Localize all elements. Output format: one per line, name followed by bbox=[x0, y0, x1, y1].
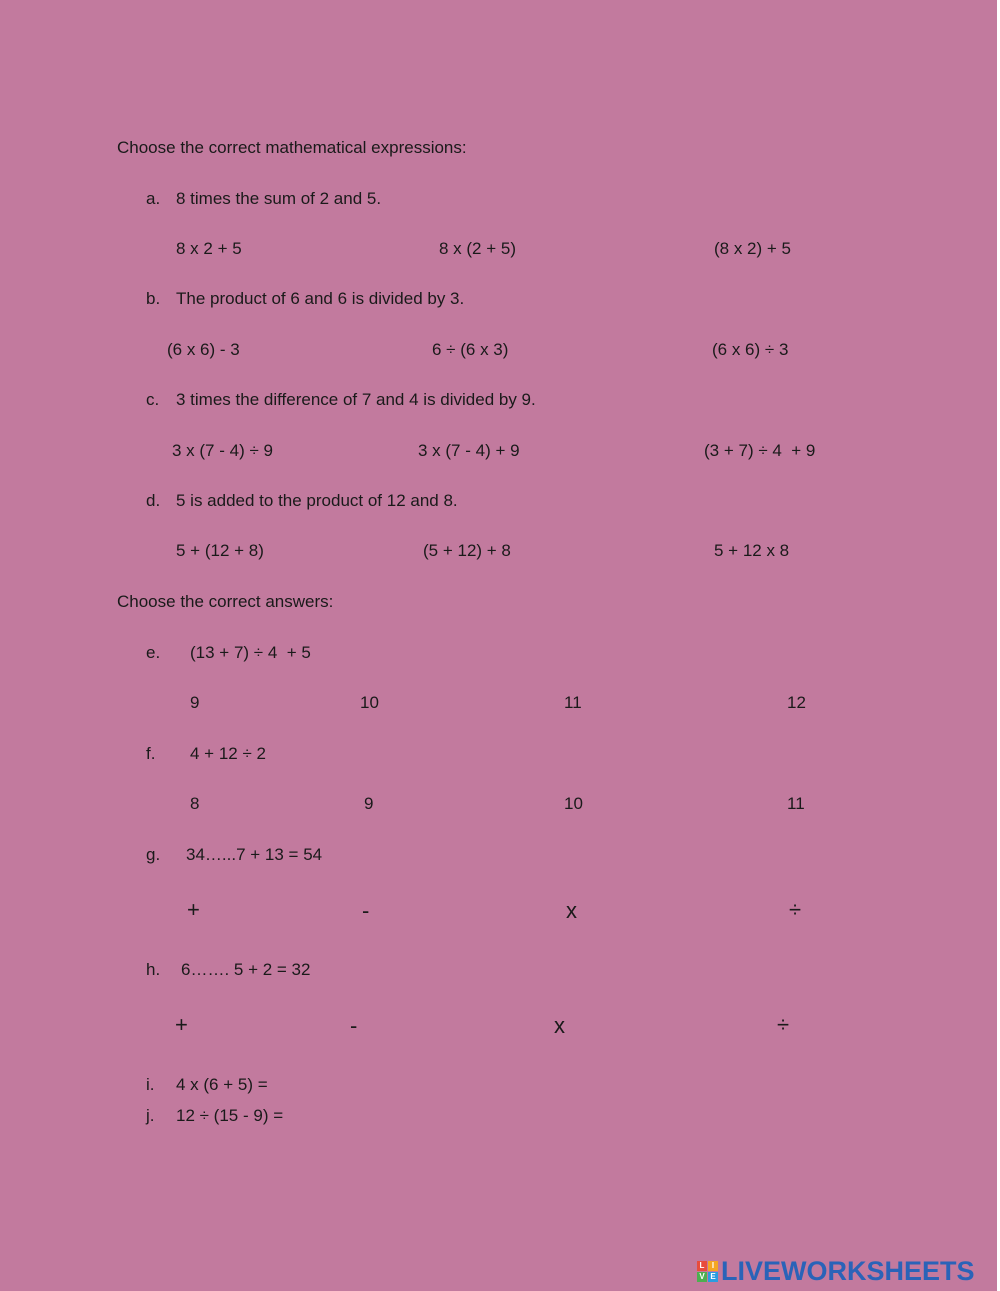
question-e-text: (13 + 7) ÷ 4 + 5 bbox=[190, 643, 311, 662]
question-e-option-4[interactable]: 12 bbox=[787, 693, 806, 712]
liveworksheets-logo-text: LIVEWORKSHEETS bbox=[721, 1256, 975, 1286]
logo-mark-letter: V bbox=[697, 1272, 707, 1282]
question-d-option-3[interactable]: 5 + 12 x 8 bbox=[714, 541, 790, 560]
question-e-letter: e. bbox=[146, 643, 161, 662]
question-a-option-1[interactable]: 8 x 2 + 5 bbox=[176, 239, 242, 258]
question-a-option-3[interactable]: (8 x 2) + 5 bbox=[714, 239, 792, 258]
question-d-option-1[interactable]: 5 + (12 + 8) bbox=[176, 541, 264, 560]
question-c-option-1[interactable]: 3 x (7 - 4) ÷ 9 bbox=[172, 441, 273, 460]
question-f-option-1[interactable]: 8 bbox=[190, 794, 200, 813]
question-d-letter: d. bbox=[146, 491, 161, 510]
question-f-letter: f. bbox=[146, 744, 156, 763]
question-h-letter: h. bbox=[146, 960, 161, 979]
liveworksheets-mark-icon bbox=[697, 1261, 718, 1282]
question-i-letter: i. bbox=[146, 1075, 155, 1094]
section-2-instruction: Choose the correct answers: bbox=[117, 592, 334, 611]
question-a-text: 8 times the sum of 2 and 5. bbox=[176, 189, 382, 208]
logo-mark-letter: L bbox=[697, 1261, 707, 1271]
question-h-option-plus[interactable]: + bbox=[175, 1012, 188, 1037]
question-g-option-plus[interactable]: + bbox=[187, 897, 200, 922]
question-b-letter: b. bbox=[146, 289, 161, 308]
question-j-text[interactable]: 12 ÷ (15 - 9) = bbox=[176, 1106, 284, 1125]
liveworksheets-logo bbox=[697, 1256, 975, 1286]
question-j-letter: j. bbox=[146, 1106, 155, 1125]
logo-mark-letter: E bbox=[708, 1272, 718, 1282]
question-f-option-4[interactable]: 11 bbox=[787, 794, 805, 813]
question-e-option-2[interactable]: 10 bbox=[360, 693, 379, 712]
question-c-option-2[interactable]: 3 x (7 - 4) + 9 bbox=[418, 441, 520, 460]
question-f-option-3[interactable]: 10 bbox=[564, 794, 583, 813]
question-c-letter: c. bbox=[146, 390, 160, 409]
question-e-option-1[interactable]: 9 bbox=[190, 693, 200, 712]
question-b-option-1[interactable]: (6 x 6) - 3 bbox=[167, 340, 240, 359]
question-i-text[interactable]: 4 x (6 + 5) = bbox=[176, 1075, 268, 1094]
question-h-text: 6……. 5 + 2 = 32 bbox=[181, 960, 311, 979]
section-1-instruction: Choose the correct mathematical expressions: bbox=[117, 138, 467, 157]
question-d-option-2[interactable]: (5 + 12) + 8 bbox=[423, 541, 511, 560]
question-c-text: 3 times the difference of 7 and 4 is divided by 9. bbox=[176, 390, 536, 409]
question-e-option-3[interactable]: 11 bbox=[564, 693, 582, 712]
question-a-option-2[interactable]: 8 x (2 + 5) bbox=[439, 239, 517, 258]
question-h-option-minus[interactable]: - bbox=[350, 1013, 358, 1038]
question-h-option-divide[interactable]: ÷ bbox=[777, 1012, 790, 1037]
question-g-option-times[interactable]: x bbox=[566, 898, 577, 923]
question-f-option-2[interactable]: 9 bbox=[364, 794, 374, 813]
question-b-option-3[interactable]: (6 x 6) ÷ 3 bbox=[712, 340, 789, 359]
question-a-letter: a. bbox=[146, 189, 161, 208]
question-g-text: 34…...7 + 13 = 54 bbox=[186, 845, 323, 864]
question-b-option-2[interactable]: 6 ÷ (6 x 3) bbox=[432, 340, 509, 359]
question-d-text: 5 is added to the product of 12 and 8. bbox=[176, 491, 458, 510]
question-g-letter: g. bbox=[146, 845, 161, 864]
question-h-option-times[interactable]: x bbox=[554, 1013, 565, 1038]
question-f-text: 4 + 12 ÷ 2 bbox=[190, 744, 266, 763]
question-g-option-minus[interactable]: - bbox=[362, 898, 370, 923]
question-g-option-divide[interactable]: ÷ bbox=[789, 897, 802, 922]
question-b-text: The product of 6 and 6 is divided by 3. bbox=[176, 289, 465, 308]
question-c-option-3[interactable]: (3 + 7) ÷ 4 + 9 bbox=[704, 441, 816, 460]
logo-mark-letter: I bbox=[708, 1261, 718, 1271]
